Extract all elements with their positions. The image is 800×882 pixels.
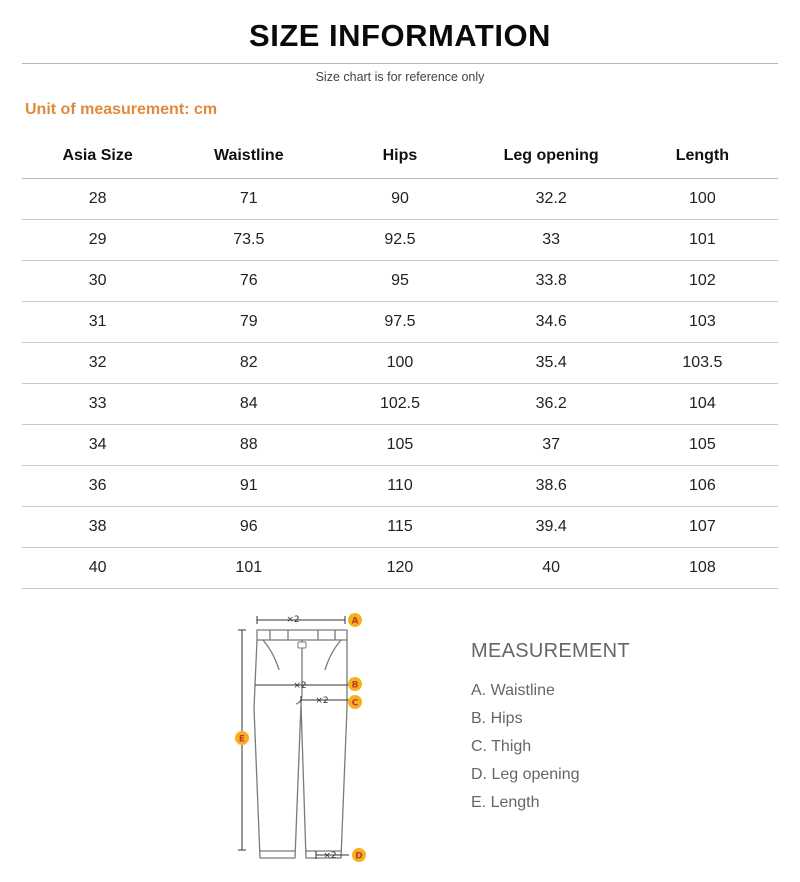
table-cell: 32.2 xyxy=(476,179,627,220)
table-row xyxy=(22,384,778,425)
table-cell: 30 xyxy=(22,261,173,302)
marker-e xyxy=(235,731,249,745)
marker-c xyxy=(348,695,362,709)
table-cell: 101 xyxy=(173,548,324,589)
table-cell: 33 xyxy=(476,220,627,261)
unit-label: Unit of measurement: cm xyxy=(25,101,218,118)
hips-multiplier: ×2 xyxy=(293,681,307,691)
table-cell: 102.5 xyxy=(324,384,475,425)
svg-text:D: D xyxy=(355,851,363,862)
table-cell: 91 xyxy=(173,466,324,507)
measurement-title: MEASUREMENT xyxy=(471,640,630,662)
table-cell: 95 xyxy=(324,261,475,302)
measurement-item: C. Thigh xyxy=(471,738,532,755)
fly-seam xyxy=(296,640,302,704)
table-cell: 120 xyxy=(324,548,475,589)
column-header: Leg opening xyxy=(476,134,627,179)
svg-text:A: A xyxy=(351,616,359,627)
table-row xyxy=(22,179,778,220)
svg-text:E: E xyxy=(238,734,246,745)
table-cell: 108 xyxy=(627,548,778,589)
table-cell: 40 xyxy=(22,548,173,589)
table-cell: 101 xyxy=(627,220,778,261)
table-cell: 29 xyxy=(22,220,173,261)
measurement-list xyxy=(471,681,580,821)
table-cell: 36.2 xyxy=(476,384,627,425)
table-cell: 110 xyxy=(324,466,475,507)
table-cell: 84 xyxy=(173,384,324,425)
table-cell: 92.5 xyxy=(324,220,475,261)
table-cell: 105 xyxy=(324,425,475,466)
table-cell: 104 xyxy=(627,384,778,425)
table-cell: 38 xyxy=(22,507,173,548)
column-header: Hips xyxy=(324,134,475,179)
table-cell: 73.5 xyxy=(173,220,324,261)
table-cell: 36 xyxy=(22,466,173,507)
pants-diagram xyxy=(226,608,376,870)
table-cell: 34 xyxy=(22,425,173,466)
table-body xyxy=(22,179,778,589)
table-row xyxy=(22,425,778,466)
table-cell: 103.5 xyxy=(627,343,778,384)
table-cell: 33 xyxy=(22,384,173,425)
table-row xyxy=(22,343,778,384)
column-header: Asia Size xyxy=(22,134,173,179)
table-row xyxy=(22,507,778,548)
table-cell: 39.4 xyxy=(476,507,627,548)
table-cell: 97.5 xyxy=(324,302,475,343)
pants-outline xyxy=(254,640,347,858)
table-cell: 71 xyxy=(173,179,324,220)
table-cell: 100 xyxy=(324,343,475,384)
table-cell: 32 xyxy=(22,343,173,384)
title-divider xyxy=(22,63,778,64)
table-row xyxy=(22,261,778,302)
measurement-item: B. Hips xyxy=(471,710,523,727)
right-pocket xyxy=(325,640,341,670)
page-title: SIZE INFORMATION xyxy=(249,18,551,53)
button-icon xyxy=(298,642,306,648)
table-cell: 38.6 xyxy=(476,466,627,507)
table-cell: 102 xyxy=(627,261,778,302)
table-cell: 103 xyxy=(627,302,778,343)
table-cell: 28 xyxy=(22,179,173,220)
table-cell: 34.6 xyxy=(476,302,627,343)
table-cell: 88 xyxy=(173,425,324,466)
marker-b xyxy=(348,677,362,691)
table-cell: 96 xyxy=(173,507,324,548)
marker-d xyxy=(352,848,366,862)
marker-a xyxy=(348,613,362,627)
table-row xyxy=(22,220,778,261)
left-pocket xyxy=(263,640,279,670)
waist-multiplier: ×2 xyxy=(286,615,300,625)
column-header: Waistline xyxy=(173,134,324,179)
measurement-item: E. Length xyxy=(471,794,540,811)
table-cell: 35.4 xyxy=(476,343,627,384)
table-cell: 37 xyxy=(476,425,627,466)
subtitle: Size chart is for reference only xyxy=(315,70,485,84)
table-cell: 107 xyxy=(627,507,778,548)
table-cell: 79 xyxy=(173,302,324,343)
table-cell: 31 xyxy=(22,302,173,343)
svg-text:C: C xyxy=(351,698,359,709)
table-row xyxy=(22,548,778,589)
leg-multiplier: ×2 xyxy=(323,851,337,861)
thigh-multiplier: ×2 xyxy=(315,696,329,706)
svg-text:B: B xyxy=(351,680,359,691)
measurement-item: D. Leg opening xyxy=(471,766,580,783)
table-header-row xyxy=(22,134,778,179)
size-table xyxy=(22,134,778,589)
table-cell: 40 xyxy=(476,548,627,589)
column-header: Length xyxy=(627,134,778,179)
table-cell: 115 xyxy=(324,507,475,548)
table-cell: 82 xyxy=(173,343,324,384)
table-cell: 106 xyxy=(627,466,778,507)
table-cell: 76 xyxy=(173,261,324,302)
table-cell: 105 xyxy=(627,425,778,466)
measurement-item: A. Waistline xyxy=(471,682,555,699)
table-cell: 33.8 xyxy=(476,261,627,302)
table-cell: 90 xyxy=(324,179,475,220)
table-row xyxy=(22,302,778,343)
table-row xyxy=(22,466,778,507)
table-cell: 100 xyxy=(627,179,778,220)
